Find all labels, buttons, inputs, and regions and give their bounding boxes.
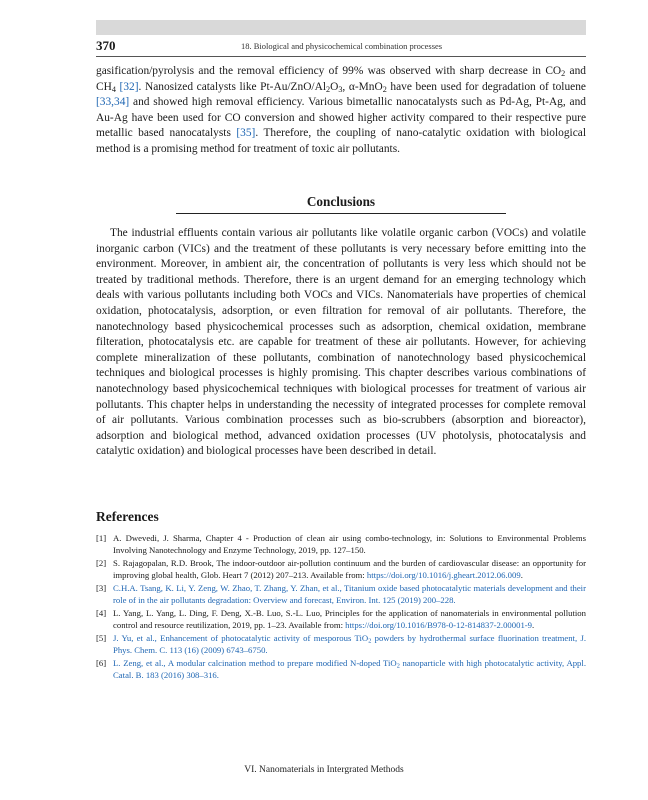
citation-32[interactable]: [32] [119,80,139,93]
header-rule [96,56,586,57]
doi-link[interactable]: https://doi.org/10.1016/B978-0-12-814837-2.00001-9 [345,620,533,631]
header-bar [96,20,586,35]
conclusions-text: The industrial effluents contain various air pollutants like volatile organic carbon (VOCs) and volatile inorganic carbon (VICs) and the treatment of these pollutants is very necessary before emitting into the environment. Moreover, in ambient air, the concentration of pollutants is very less which should not be treated by traditional methods. Therefore, there is an urgent demand for an emerging technology which deals with various pollutants including both VOCs and VICs. Nanomaterials have properties of chemical oxidation, photocatalysis, adsorption, or even filtration for removal of air pollutants. Therefore, the nanotechnology based physicochemical processes such as adsorption, chemical oxidation, membrane filteration, photocatalysis etc. are capable for treatment of these air pollutants. However, for achieving complete mineralization of these pollutants, combination of nanotechnology based physicochemical techniques and biological processes is highly promising. This chapter describes various combinations of nanotechnology based physicochemical techniques with biological processes for treatment of various air pollutants. This chapter helps in understanding the necessity of integrated processes for complete removal of air pollutants. Various combination processes such as bio-scrubbers (absorption and bioreactor), adsorption and biological method, advanced oxidation processes (UV photolysis, photocatalysis and catalytic oxidation) and biological processes have been described in detail. [96,227,586,458]
reference-list [96,533,586,684]
reference-item-1: [1] A. Dwevedi, J. Sharma, Chapter 4 - Production of clean air using combo-technology, in: Solutions to Environmental Problems Involving Nanotechnology and Enzyme Technology, 2019, pp. 127–150. [96,533,586,555]
conclusions-heading: Conclusions [176,194,506,214]
citation-33-34[interactable]: [33,34] [96,96,130,109]
page-number: 370 [96,38,116,53]
citation-35[interactable]: [35] [236,127,256,140]
running-title: 18. Biological and physicochemical combination processes [241,41,443,51]
reference-item-4: [4] L. Yang, L. Yang, L. Ding, F. Deng, X.-B. Luo, S.-L. Luo, Principles for the application of nanomaterials in environmental pollution control and resource reutilization, 2019, pp. 1–23. Available from: https://doi.org/10.1016/B978-0-12-814837-2.00001-9. [96,608,586,631]
references-heading: References [96,509,159,524]
reference-item-3[interactable]: [3] C.H.A. Tsang, K. Li, Y. Zeng, W. Zhao, T. Zhang, Y. Zhan, et al., Titanium oxide based photocatalytic materials development and their role of in the air pollutants degradation: Overview and forecast, Environ. Int. 125 (2019) 200–228. [96,583,586,605]
conclusions-paragraph [96,226,586,460]
reference-item-2: [2] S. Rajagopalan, R.D. Brook, The indoor-outdoor air-pollution continuum and the burden of cardiovascular disease: an opportunity for improving global health, Glob. Heart 7 (2012) 207–213. Available from: https://doi.org/10.1016/j.gheart.2012.06.009. [96,558,586,580]
reference-item-5[interactable]: [5] J. Yu, et al., Enhancement of photocatalytic activity of mesporous TiO$_2$ powders by hydrothermal surface fluorination treatment, J. Phys. Chem. C. 113 (16) (2009) 6743–6750. [96,633,586,656]
reference-item-6[interactable]: [6] L. Zeng, et al., A modular calcination method to prepare modified N-doped TiO$_2$ nanoparticle with high photocatalytic activity, Appl. Catal. B. 183 (2016) 308–316. [96,658,586,681]
page-footer: VI. Nanomaterials in Intergrated Methods [244,765,404,775]
doi-link[interactable]: https://doi.org/10.1016/j.gheart.2012.06.009 [366,569,521,580]
intro-paragraph: gasification/pyrolysis and the removal efficiency of 99% was observed with sharp decrease in $CO_2$ and $CH_4$ [32]. Nanosized catalysts like $Pt-Au/ZnO/Al_2O_3$, α-MnO$_2$ have been used for degradation of toluene [33,34] and showed high removal efficiency. Various bimetallic nanocatalysts such as Pd-Ag, Pt-Ag, and Au-Ag have been used for CO conversion and showed higher activity compared to their respective pure metallic based nanocatalysts [35]. Therefore, the coupling of nano-catalytic oxidation with biological method is a promising method for treatment of toxic air pollutants. [96,65,586,155]
